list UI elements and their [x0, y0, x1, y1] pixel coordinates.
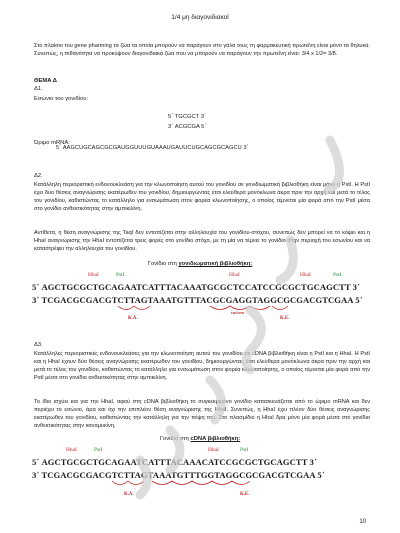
- question-label-d3: Δ3.: [34, 342, 43, 348]
- genomic-library-title: Γονίδιο στη γονιδιωματική βιβλιοθήκη:: [147, 261, 253, 267]
- annotation-brackets: [0, 304, 400, 324]
- psti-site-label: PstI: [116, 272, 125, 278]
- hhal-site-label: HhaI: [208, 447, 219, 453]
- cdna-bottom-strand: 3΄ TCGACGCGACGTCTTAGTAAATGTTTGGTAGGCGCGACGTCGAA 5΄: [32, 470, 325, 480]
- hhal-site-label: HhaI: [88, 272, 99, 278]
- dna-bottom-strand: 3΄ TCGACGCGACGTCTTAGTAAATGTTTACGCGAGGTAGGCGCGACGTCGAA 5΄: [32, 295, 363, 305]
- coding-strand-caption: Εσώνιο του γονιδίου:: [34, 96, 89, 102]
- hhal-site-label: HhaI: [229, 272, 240, 278]
- d3-paragraph-2: Το ίδιο ισχύει και για την HhaI, αφού στη cDNA βιβλιοθήκη το συγκεκριμένο γονίδιο κατασκευάζεται από το ώριμο mRNA και δεν περιέχει το εσώνιο, άρα και όχι την επιπλέον θέση αναγνώρισης της HhaI. Συνεπώς, η HhaI έχει πλέον δύο θέσεις αναγνώρισης εκατέρωθεν του γονιδίου, καθιστώντας την κατάλληλη για την πέψη του. Στο πλασμίδιο η HhaI δρα μόνο μία φορά μέσα στο γονίδιο ανθεκτικότητας στην καναμυκίνη.: [34, 399, 370, 429]
- cdna-top-strand: 5΄ AGCTGCGCTGCAGAATCATTTACAAACATCCGCGCTGCAGCTT 3΄: [32, 457, 317, 467]
- stop-codon-label: Κ.Ε.: [280, 316, 290, 321]
- stop-codon-label: Κ.Ε.: [240, 492, 250, 497]
- mrna-caption: Ώριμο mRNA:: [34, 140, 70, 146]
- d2-paragraph-1: Κατάλληλη περιοριστική ενδονουκλεάση για την κλωνοποίηση αυτού του γονιδίου σε γονιδιωματική βιβλιοθήκη είναι μόνο η PstI. Η PstI έχει δύο θέσεις αναγνώρισης εκατέρωθεν του γονιδίου, δημιουργώντας έτσι ελεύθερα μονόκλωνα άκρα πριν την αρχή και μετά το τέλος του γονιδίου, καθιστώντας το κατάλληλο για ενσωμάτωση στον φορέα κλωνοποίησης, ο οποίος τέμνεται μία φορά από την PstI μέσα στο γονίδιο ανθεκτικότητας στην αμπικιλίνη.: [34, 182, 370, 212]
- sequence-line-1: 5΄ TGCGCT 3΄: [168, 114, 206, 120]
- intro-paragraph: Στο πλαίσιο του gene pharming τα ζώα τα οποία μπορούν να παράγουν στο γάλα τους τη φαρμακευτική πρωτεΐνη είναι μόνο τα θηλυκά. Συνεπώς, η πιθανότητα να προκύψουν διαγονιδιακά ζώα που να μπορούν να παράγουν την πρωτεΐνη είναι: 3/4 x 1/2= 3/8.: [34, 43, 370, 57]
- mrna-sequence: 5΄ AAGCUGCAGCGCGAUGGUUUGUAAAUGAUUCUGCAGCGCAGCU 3΄: [56, 145, 249, 151]
- hhal-site-label: HhaI: [66, 447, 77, 453]
- dna-top-strand: 5΄ AGCTGCGCTGCAGAATCATTTACAAATGCGCTCCATCCGCGCTGCAGCTT 3΄: [32, 282, 360, 292]
- page-header: 1/4 μη διαγονιδιακοί: [171, 14, 229, 21]
- question-label-d2: Δ2.: [34, 173, 43, 179]
- sequence-line-2: 3΄ ACGCGA 5΄: [168, 124, 207, 130]
- start-codon-label: Κ.Α.: [128, 316, 138, 321]
- cdna-library-title: Γονίδιο στη cDNA βιβλιοθήκη:: [159, 436, 241, 442]
- psti-site-label: PstI: [240, 447, 249, 453]
- psti-site-label: PstI: [333, 272, 342, 278]
- cdna-annotation-brackets: [0, 479, 400, 499]
- d3-paragraph-1: Κατάλληλες περιοριστικές ενδονουκλεάσες για την κλωνοποίηση αυτού του γονιδίου σε cDNA βιβλιοθήκη είναι η PstI και η HhaI. Η PstI και η HhaI έχουν δύο θέσεις αναγνώρισης εκατέρωθεν του γονιδίου, δημιουργώντας έτσι ελεύθερα μονόκλωνα άκρα πριν την αρχή και μετά το τέλος του γονιδίου, καθιστώντας το κατάλληλο για ενσωμάτωση στον φορέα κλωνοποίησης, ο οποίος τέμνεται μία φορά από την PstI μέσα στο γονίδιο ανθεκτικότητας στην αμπικιλίνη.: [34, 351, 370, 381]
- psti-site-label: PstI: [94, 447, 103, 453]
- start-codon-label: Κ.Α.: [124, 492, 134, 497]
- question-label-d1: Δ1.: [34, 86, 43, 92]
- d2-paragraph-2: Αντίθετα, η θέση αναγνώρισης της TaqI δεν εντοπίζεται στην αλληλουχία του γονιδίου-στόχου, συνεπώς δεν μπορεί να το κόψει και η HhaI αναγνώρισης την HhaI εντοπίζεται τρεις φορές στο γονίδιο στόχο, με τη μία να τέμνει το γονίδιο στην περιοχή του εσωνίου και να καταστρέφει την αλληλουχία του γονιδίου.: [34, 230, 370, 252]
- hhal-site-label: HhaI: [300, 272, 311, 278]
- exon-label: εσώνιο: [231, 310, 244, 315]
- page-number: 10: [359, 519, 366, 525]
- section-heading: ΘΕΜΑ Δ: [34, 78, 57, 84]
